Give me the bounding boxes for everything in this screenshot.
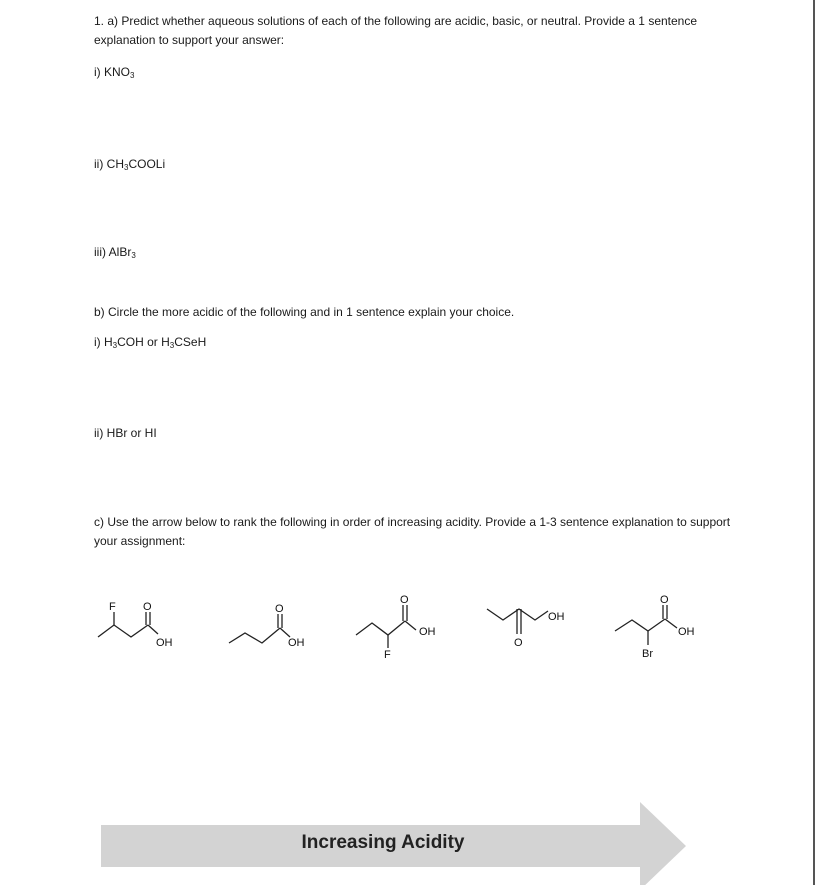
mol4-oh-label: OH [548, 611, 565, 623]
part-a-item-2: ii) $CH_3COOLi$ [94, 157, 166, 172]
part-b-item-2: ii) HBr or HI [94, 426, 157, 440]
molecule-2 [229, 603, 305, 649]
mol3-o-label: O [400, 594, 409, 606]
mol5-br-label: Br [642, 648, 653, 660]
part-b-item-1: i) $H_3COH$ or $H_3CSeH$ [94, 335, 207, 350]
mol2-oh-label: OH [288, 637, 305, 649]
part-c-prompt: c) Use the arrow below to rank the following in order of increasing acidity. Provide a 1-3 sentence explanation to support your assignment: [94, 515, 731, 548]
mol4-o-label: O [514, 637, 523, 649]
mol1-f-label: F [109, 601, 116, 613]
mol3-oh-label: OH [419, 626, 436, 638]
acidity-arrow [101, 802, 686, 885]
part-a-prompt: 1. a) Predict whether aqueous solutions of each of the following are acidic, basic, or neutral. Provide a 1 sentence explanation to support your answer: [94, 14, 698, 47]
mol2-o-label: O [275, 603, 284, 615]
part-b-prompt: b) Circle the more acidic of the following and in 1 sentence explain your choice. [94, 305, 515, 319]
mol1-o-label: O [143, 601, 152, 613]
mol3-f-label: F [384, 649, 391, 661]
part-a-item-3: iii) AlBr$_3$ [94, 245, 136, 260]
mol1-oh-label: OH [156, 637, 173, 649]
molecule-5 [615, 594, 695, 660]
acidity-arrow-label: Increasing Acidity [301, 832, 465, 853]
molecule-4 [487, 609, 565, 649]
part-a-item-1: i) $KNO_3$ [94, 65, 135, 80]
mol5-o-label: O [660, 594, 669, 606]
molecule-1 [98, 601, 173, 649]
mol5-oh-label: OH [678, 626, 695, 638]
molecule-3 [356, 594, 436, 661]
